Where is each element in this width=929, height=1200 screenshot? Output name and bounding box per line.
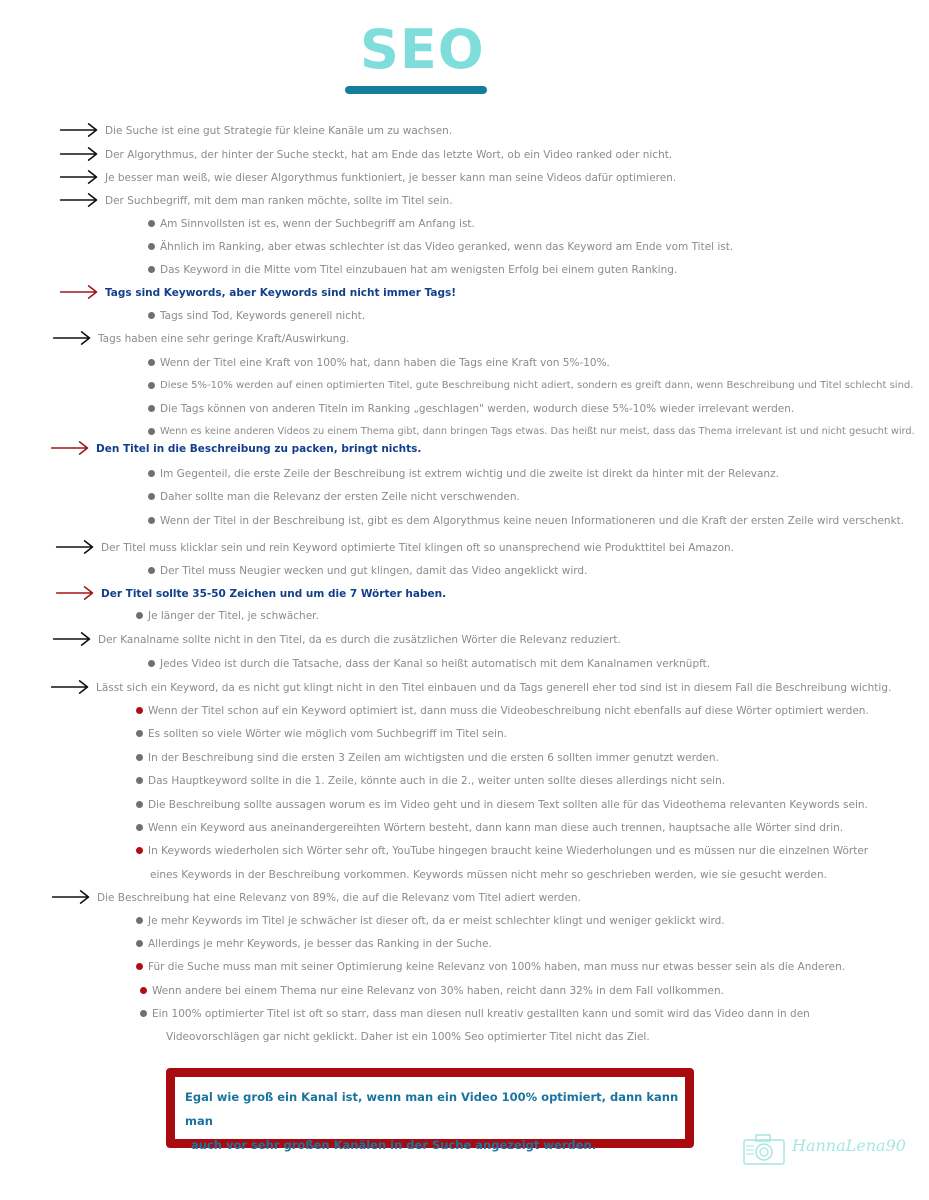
arrow-icon — [48, 680, 92, 694]
note-heading: Je besser man weiß, wie dieser Algorythmus funktioniert, je besser kann man seine Videos dafür optimieren. — [105, 172, 677, 184]
camera-icon — [742, 1132, 786, 1166]
note-bullet: In Keywords wiederholen sich Wörter sehr oft, YouTube hingegen braucht keine Wiederholungen und es müssen nur die einzelnen Wörter — [148, 845, 869, 857]
arrow-icon — [50, 331, 94, 345]
note-heading: Tags haben eine sehr geringe Kraft/Auswirkung. — [98, 333, 350, 345]
note-continuation: Videovorschlägen gar nicht geklickt. Daher ist ein 100% Seo optimierter Titel nicht das Ziel. — [166, 1031, 650, 1043]
bullet-icon — [136, 917, 143, 924]
note-heading: Tags sind Keywords, aber Keywords sind nicht immer Tags! — [105, 287, 457, 299]
arrow-icon — [49, 890, 93, 904]
callout-line-1: Egal wie groß ein Kanal ist, wenn man ein Video 100% optimiert, dann kann man — [185, 1090, 679, 1128]
callout-text — [185, 1085, 690, 1157]
bullet-icon — [148, 428, 155, 435]
arrow-icon — [57, 170, 101, 184]
arrow-icon — [57, 193, 101, 207]
bullet-icon — [148, 359, 155, 366]
note-bullet: Je mehr Keywords im Titel je schwächer ist dieser oft, da er meist schlechter klingt und weniger geklickt wird. — [148, 915, 725, 927]
bullet-icon — [148, 567, 155, 574]
note-heading: Der Titel muss klicklar sein und rein Keyword optimierte Titel klingen oft so unansprechend wie Produkttitel bei Amazon. — [101, 542, 734, 554]
note-heading: Der Algorythmus, der hinter der Suche steckt, hat am Ende das letzte Wort, ob ein Video ranked oder nicht. — [105, 149, 673, 161]
note-heading: Den Titel in die Beschreibung zu packen, bringt nichts. — [96, 443, 422, 455]
bullet-icon — [148, 243, 155, 250]
note-bullet: Je länger der Titel, je schwächer. — [148, 610, 319, 622]
note-bullet: Der Titel muss Neugier wecken und gut klingen, damit das Video angeklickt wird. — [160, 565, 588, 577]
page-title: SEO — [360, 18, 485, 81]
note-heading: Der Kanalname sollte nicht in den Titel, da es durch die zusätzlichen Wörter die Relevanz reduziert. — [98, 634, 621, 646]
bullet-icon — [148, 493, 155, 500]
note-bullet: Allerdings je mehr Keywords, je besser das Ranking in der Suche. — [148, 938, 492, 950]
note-bullet: Das Keyword in die Mitte vom Titel einzubauen hat am wenigsten Erfolg bei einem guten Ranking. — [160, 264, 678, 276]
red-arrow-icon — [53, 586, 97, 600]
bullet-icon — [136, 754, 143, 761]
red-bullet-icon — [136, 707, 143, 714]
arrow-icon — [50, 632, 94, 646]
bullet-icon — [136, 824, 143, 831]
note-heading: Lässt sich ein Keyword, da es nicht gut klingt nicht in den Titel einbauen und da Tags generell eher tod sind ist in diesem Fall die Beschreibung wichtig. — [96, 682, 892, 694]
signature — [742, 1130, 922, 1170]
note-bullet: Wenn ein Keyword aus aneinandergereihten Wörtern besteht, dann kann man diese auch trennen, hauptsache alle Wörter sind drin. — [148, 822, 844, 834]
red-bullet-icon — [136, 963, 143, 970]
bullet-icon — [136, 940, 143, 947]
note-continuation: eines Keywords in der Beschreibung vorkommen. Keywords müssen nicht mehr so geschrieben werden, wie sie gesucht werden. — [150, 869, 827, 881]
bullet-icon — [140, 1010, 147, 1017]
signature-text: HannaLena90 — [792, 1136, 906, 1155]
note-bullet: Am Sinnvollsten ist es, wenn der Suchbegriff am Anfang ist. — [160, 218, 475, 230]
note-bullet: Im Gegenteil, die erste Zeile der Beschreibung ist extrem wichtig und die zweite ist direkt da hinter mit der Relevanz. — [160, 468, 779, 480]
bullet-icon — [148, 517, 155, 524]
bullet-icon — [148, 312, 155, 319]
bullet-icon — [148, 660, 155, 667]
arrow-icon — [57, 147, 101, 161]
bullet-icon — [148, 382, 155, 389]
note-heading: Die Suche ist eine gut Strategie für kleine Kanäle um zu wachsen. — [105, 125, 453, 137]
note-bullet: Wenn es keine anderen Videos zu einem Thema gibt, dann bringen Tags etwas. Das heißt nur meist, dass das Thema irrelevant ist und nicht gesucht wird. — [160, 426, 915, 437]
title-underline — [345, 86, 487, 94]
note-bullet: Ein 100% optimierter Titel ist oft so starr, dass man diesen null kreativ gestallten kann und somit wird das Video dann in den — [152, 1008, 810, 1020]
bullet-icon — [136, 730, 143, 737]
note-heading: Die Beschreibung hat eine Relevanz von 89%, die auf die Relevanz vom Titel adiert werden. — [97, 892, 581, 904]
note-bullet: Daher sollte man die Relevanz der ersten Zeile nicht verschwenden. — [160, 491, 520, 503]
arrow-icon — [57, 123, 101, 137]
red-arrow-icon — [57, 285, 101, 299]
red-bullet-icon — [136, 847, 143, 854]
bullet-icon — [136, 801, 143, 808]
note-bullet: Wenn andere bei einem Thema nur eine Relevanz von 30% haben, reicht dann 32% in dem Fall vollkommen. — [152, 985, 724, 997]
note-bullet: Für die Suche muss man mit seiner Optimierung keine Relevanz von 100% haben, man muss nur etwas besser sein als die Anderen. — [148, 961, 846, 973]
note-bullet: Wenn der Titel schon auf ein Keyword optimiert ist, dann muss die Videobeschreibung nicht ebenfalls auf diese Wörter optimiert werden. — [148, 705, 869, 717]
bullet-icon — [148, 405, 155, 412]
note-bullet: Wenn der Titel in der Beschreibung ist, gibt es dem Algorythmus keine neuen Informationeren und die Kraft der ersten Zeile wird verschenkt. — [160, 515, 905, 527]
note-bullet: Diese 5%-10% werden auf einen optimierten Titel, gute Beschreibung nicht adiert, sondern es greift dann, wenn Beschreibung und Titel schlecht sind. — [160, 380, 914, 391]
callout-line-2: auch vor sehr großen Kanälen in der Suche angezeigt werden. — [191, 1138, 597, 1152]
note-heading: Der Titel sollte 35-50 Zeichen und um die 7 Wörter haben. — [101, 588, 447, 600]
note-bullet: Jedes Video ist durch die Tatsache, dass der Kanal so heißt automatisch mit dem Kanalnamen verknüpft. — [160, 658, 711, 670]
bullet-icon — [148, 220, 155, 227]
note-bullet: Es sollten so viele Wörter wie möglich vom Suchbegriff im Titel sein. — [148, 728, 507, 740]
callout-box — [166, 1068, 694, 1152]
bullet-icon — [148, 266, 155, 273]
bullet-icon — [148, 470, 155, 477]
red-arrow-icon — [48, 441, 92, 455]
note-bullet: Ähnlich im Ranking, aber etwas schlechter ist das Video geranked, wenn das Keyword am Ende vom Titel ist. — [160, 241, 734, 253]
bullet-icon — [136, 777, 143, 784]
note-bullet: Die Beschreibung sollte aussagen worum es im Video geht und in diesem Text sollten alle für das Videothema relevanten Keywords sein. — [148, 799, 868, 811]
note-bullet: Die Tags können von anderen Titeln im Ranking „geschlagen" werden, wodurch diese 5%-10% wieder irrelevant werden. — [160, 403, 795, 415]
arrow-icon — [53, 540, 97, 554]
red-bullet-icon — [140, 987, 147, 994]
bullet-icon — [136, 612, 143, 619]
note-bullet: In der Beschreibung sind die ersten 3 Zeilen am wichtigsten und die ersten 6 sollten immer genutzt werden. — [148, 752, 719, 764]
note-bullet: Tags sind Tod, Keywords generell nicht. — [160, 310, 366, 322]
note-heading: Der Suchbegriff, mit dem man ranken möchte, sollte im Titel sein. — [105, 195, 453, 207]
note-bullet: Das Hauptkeyword sollte in die 1. Zeile, könnte auch in die 2., weiter unten sollte dieses allerdings nicht sein. — [148, 775, 726, 787]
note-bullet: Wenn der Titel eine Kraft von 100% hat, dann haben die Tags eine Kraft von 5%-10%. — [160, 357, 610, 369]
